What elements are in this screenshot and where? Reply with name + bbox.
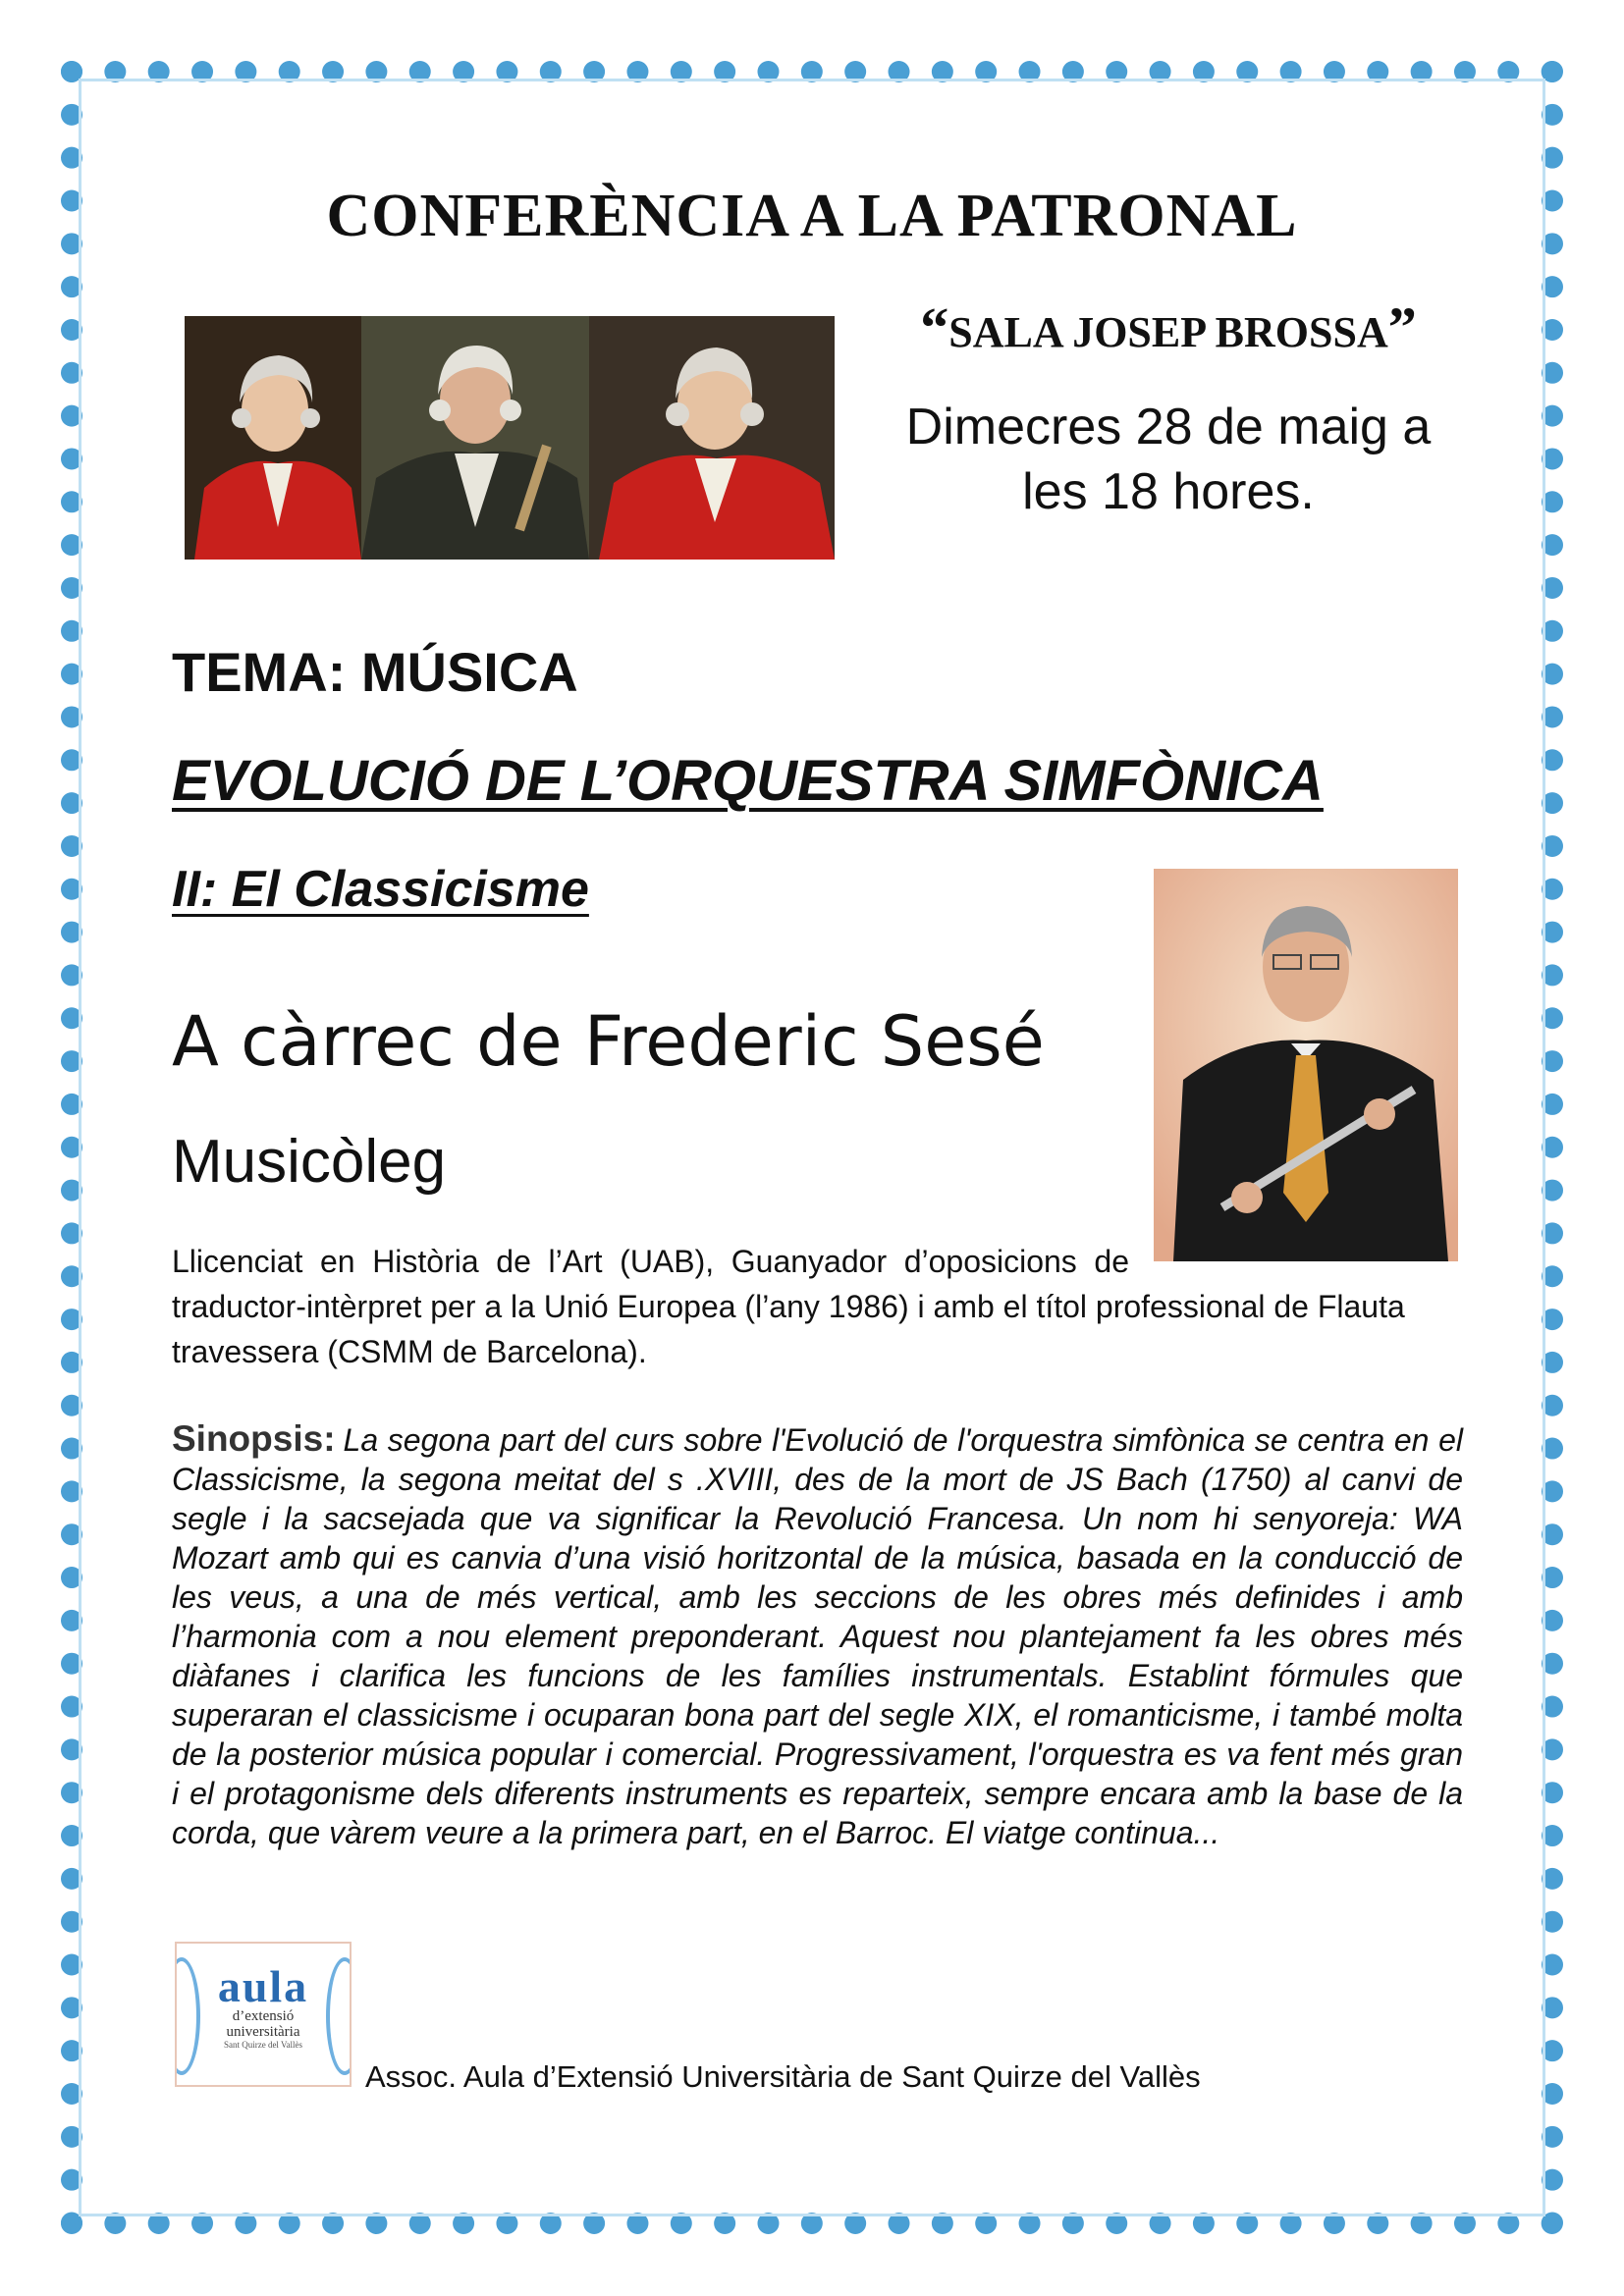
composer-portraits bbox=[185, 316, 835, 560]
bio-rest: traductor-intèrpret per a la Unió Europea (l’any 1986) i amb el títol professional de Flauta travessera (CSMM de Barcelona). bbox=[172, 1289, 1405, 1369]
synopsis-text: La segona part del curs sobre l'Evolució de l'orquestra simfònica se centra en el Classicisme, la segona meitat del s .XVIII, des de la mort de JS Bach (1750) al canvi de segle i la sacsejada que va significar la Revolució Francesa. Un nom hi senyoreja: WA Mozart amb qui es canvia d’una visió horitzontal de la música, basada en la conducció de les veus, a una de més vertical, amb les seccions de les obres més definides i amb l’harmonia com a nou element preponderant. Aquest nou plantejament fa les obres més diàfanes i clarifica les funcions de les famílies instrumentals. Establint fórmules que superaran el classicisme i ocuparan bona part del segle XIX, el romanticisme, i també molta de la posterior música popular i comercial. Progressivament, l'orquestra es va fent més gran i el protagonisme dels diferents instruments es reparteix, sempre encara amb la base de la corda, que vàrem veure a la primera part, en el Barroc. El viatge continua... bbox=[172, 1422, 1463, 1850]
theme-heading: TEMA: MÚSICA bbox=[172, 641, 578, 703]
logo-word: aula bbox=[217, 1961, 309, 2011]
speaker-bio bbox=[172, 1239, 1463, 1374]
synopsis-label: Sinopsis: bbox=[172, 1418, 336, 1459]
aula-logo bbox=[175, 1942, 352, 2087]
date-line-2: les 18 hores. bbox=[1022, 463, 1315, 520]
association-name: Assoc. Aula d’Extensió Universitària de Sant Quirze del Vallès bbox=[365, 2059, 1201, 2094]
speaker-name: A càrrec de Frederic Sesé bbox=[172, 1001, 1045, 1082]
logo-line-1: d’extensió bbox=[232, 2008, 295, 2024]
synopsis bbox=[172, 1419, 1463, 1852]
date-line-1: Dimecres 28 de maig a bbox=[905, 399, 1432, 455]
portrait-mozart-young bbox=[185, 316, 361, 560]
portrait-mozart bbox=[589, 316, 835, 560]
portrait-haydn bbox=[361, 316, 589, 560]
venue-label: SALA JOSEP BROSSA bbox=[948, 308, 1388, 356]
open-quote: “ bbox=[920, 295, 949, 359]
poster-title: CONFERÈNCIA A LA PATRONAL bbox=[326, 183, 1298, 249]
photo-frederic-sese-flute bbox=[1154, 869, 1458, 1261]
event-date bbox=[864, 395, 1473, 524]
lecture-title: EVOLUCIÓ DE L’ORQUESTRA SIMFÒNICA bbox=[172, 749, 1324, 813]
logo-line-3: Sant Quirze del Vallès bbox=[223, 2040, 303, 2050]
logo-line-2: universitària bbox=[226, 2024, 300, 2040]
speaker-role: Musicòleg bbox=[172, 1128, 447, 1196]
close-quote: ” bbox=[1387, 295, 1417, 359]
bio-line-1: Llicenciat en Història de l’Art (UAB), Guanyador d’oposicions de bbox=[172, 1244, 1129, 1279]
lecture-subtitle: II: El Classicisme bbox=[172, 861, 589, 918]
venue-name bbox=[864, 294, 1473, 360]
